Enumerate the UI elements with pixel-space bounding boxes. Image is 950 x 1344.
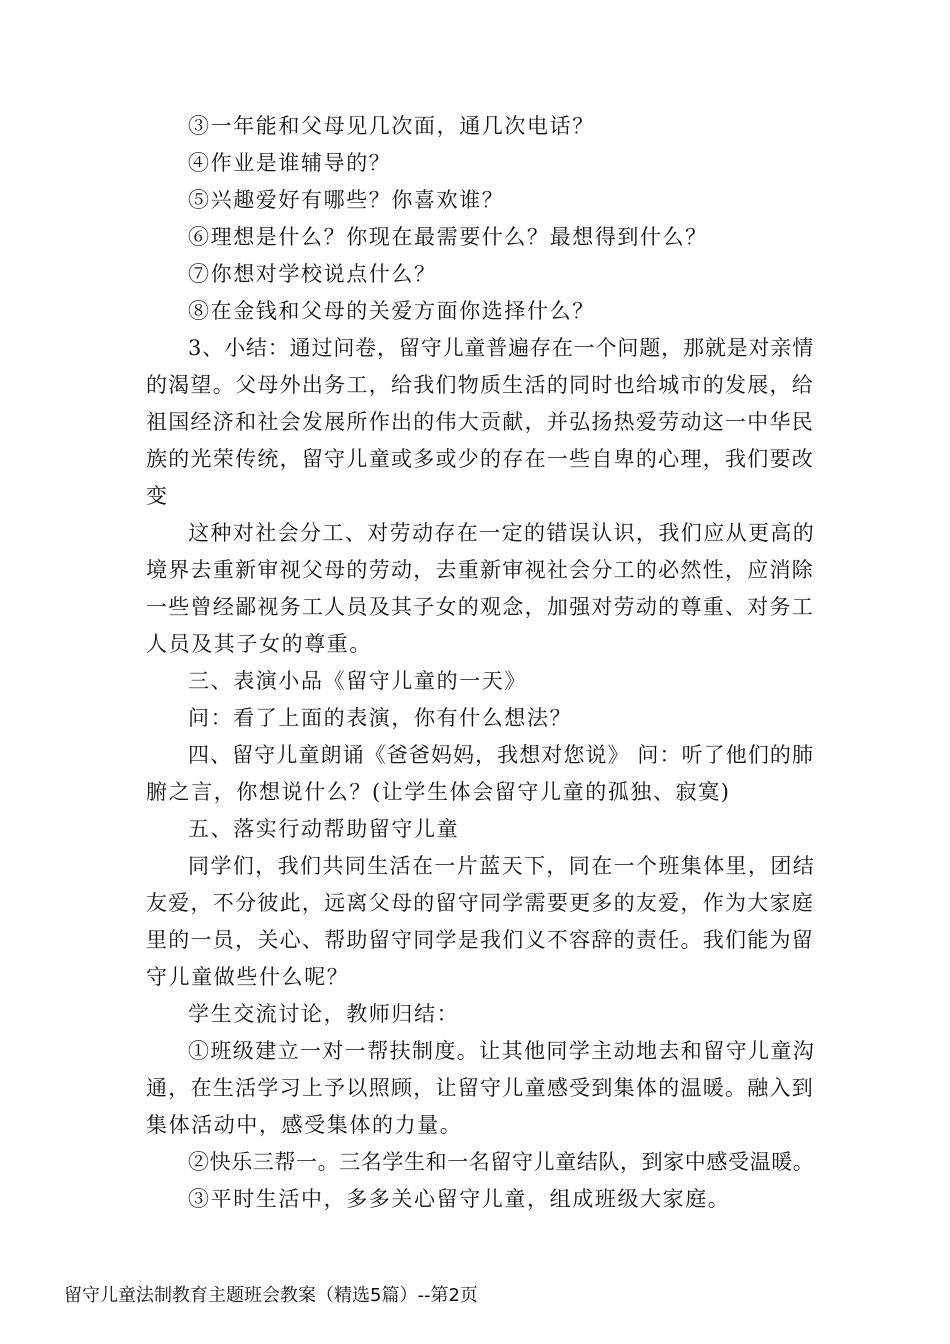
labor-paragraph-line: 境界去重新审视父母的劳动，去重新审视社会分工的必然性，应消除 — [146, 558, 814, 582]
section-heading-3: 三、表演小品《留守儿童的一天》 — [188, 669, 527, 693]
labor-paragraph-line: 人员及其子女的尊重。 — [146, 632, 372, 656]
action-2: ②快乐三帮一。三名学生和一名留守儿童结队，到家中感受温暖。 — [188, 1150, 815, 1174]
labor-paragraph-line: 这种对社会分工、对劳动存在一定的错误认识，我们应从更高的 — [188, 521, 816, 545]
summary-paragraph-line: 族的光荣传统，留守儿童或多或少的存在一些自卑的心理，我们要改 — [146, 447, 814, 471]
labor-paragraph-line: 一些曾经鄙视务工人员及其子女的观念，加强对劳动的尊重、对务工 — [146, 595, 814, 619]
question-5: ⑤兴趣爱好有哪些？你喜欢谁？ — [188, 188, 505, 212]
action-1-line: ①班级建立一对一帮扶制度。让其他同学主动地去和留守儿童沟 — [188, 1039, 816, 1063]
summary-paragraph-line: 祖国经济和社会发展所作出的伟大贡献，并弘扬热爱劳动这一中华民 — [146, 410, 814, 434]
action-1-line: 通，在生活学习上予以照顾，让留守儿童感受到集体的温暖。融入到 — [146, 1076, 814, 1100]
question-8: ⑧在金钱和父母的关爱方面你选择什么？ — [188, 299, 595, 323]
question-7: ⑦你想对学校说点什么？ — [188, 262, 437, 286]
section-heading-5: 五、落实行动帮助留守儿童 — [188, 817, 460, 841]
performance-question: 问：看了上面的表演，你有什么想法？ — [188, 706, 573, 730]
discussion-intro: 学生交流讨论，教师归结： — [188, 1002, 460, 1026]
action-3: ③平时生活中，多多关心留守儿童，组成班级大家庭。 — [188, 1187, 731, 1211]
question-3: ③一年能和父母见几次面，通几次电话？ — [188, 114, 595, 138]
classmates-paragraph-line: 友爱，不分彼此，远离父母的留守同学需要更多的友爱，作为大家庭 — [146, 891, 814, 915]
classmates-paragraph-line: 同学们，我们共同生活在一片蓝天下，同在一个班集体里，团结 — [188, 854, 816, 878]
page-footer: 留守儿童法制教育主题班会教案（精选5篇）--第2页 — [64, 1285, 478, 1306]
summary-paragraph-line: 的渴望。父母外出务工，给我们物质生活的同时也给城市的发展，给 — [146, 373, 814, 397]
section-4-continuation: 腑之言，你想说什么？(让学生体会留守儿童的孤独、寂寞) — [146, 780, 731, 804]
question-6: ⑥理想是什么？你现在最需要什么？最想得到什么？ — [188, 225, 708, 249]
classmates-paragraph-line: 守儿童做些什么呢？ — [146, 965, 350, 989]
question-4: ④作业是谁辅导的？ — [188, 151, 392, 175]
document-body — [146, 108, 814, 1218]
summary-paragraph-line: 3、小结：通过问卷，留守儿童普遍存在一个问题，那就是对亲情 — [188, 336, 814, 360]
section-heading-4: 四、留守儿童朗诵《爸爸妈妈，我想对您说》 问：听了他们的肺 — [188, 743, 814, 767]
action-1-line: 集体活动中，感受集体的力量。 — [146, 1113, 463, 1137]
summary-paragraph-line: 变 — [146, 484, 169, 508]
classmates-paragraph-line: 里的一员，关心、帮助留守同学是我们义不容辞的责任。我们能为留 — [146, 928, 814, 952]
